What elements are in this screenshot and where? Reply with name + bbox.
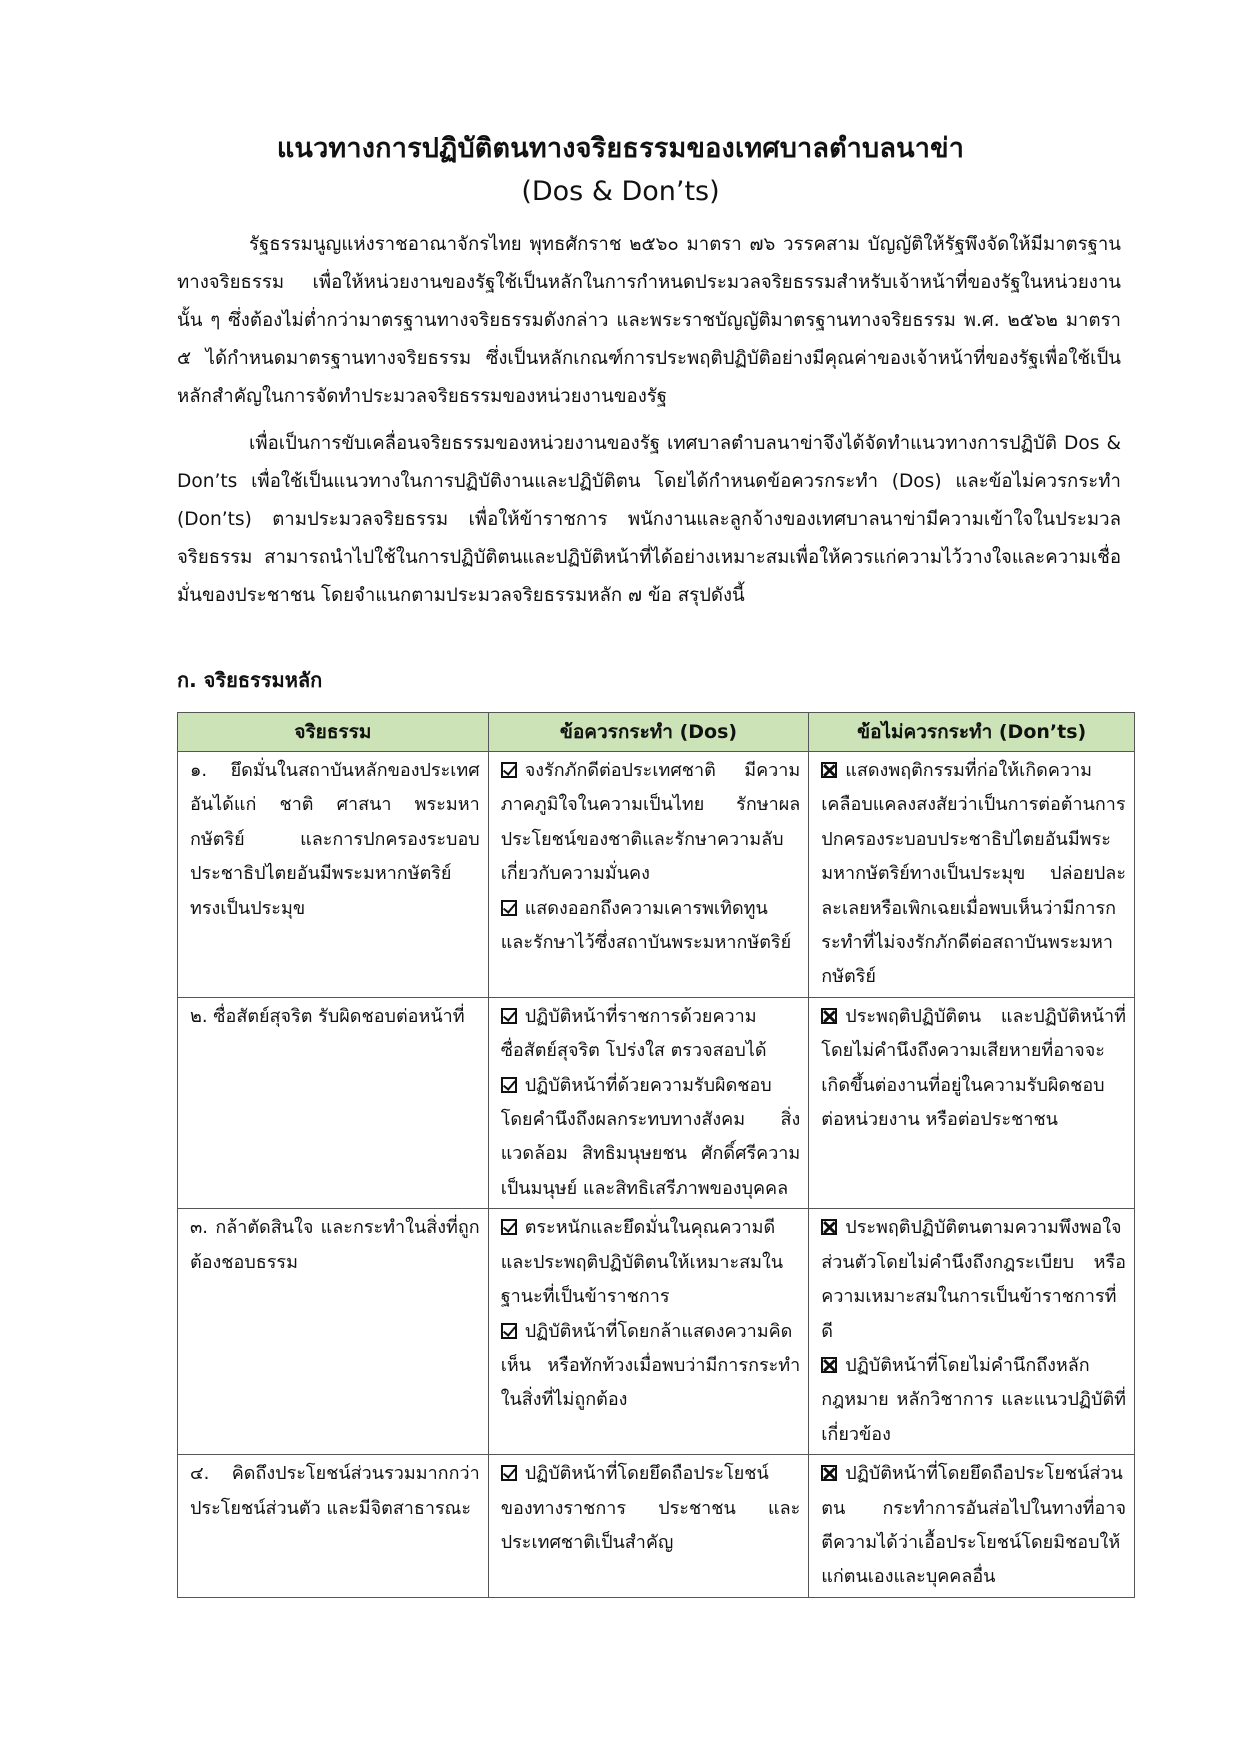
- document-title: แนวทางการปฏิบัติตนทางจริยธรรมของเทศบาลตำบลนาข่า: [276, 133, 965, 164]
- ethic-cell: ๔. คิดถึงประโยชน์ส่วนรวมมากกว่าประโยชน์ส่วนตัว และมีจิตสาธารณะ: [178, 1455, 489, 1598]
- dos-item: ปฏิบัติหน้าที่ราชการด้วยความซื่อสัตย์สุจริต โปร่งใส ตรวจสอบได้: [500, 1005, 767, 1062]
- dos-item: ปฏิบัติหน้าที่โดยยึดถือประโยชน์ของทางราชการ ประชาชน และประเทศชาติเป็นสำคัญ: [500, 1463, 801, 1553]
- check-box-icon: [501, 900, 517, 916]
- table-row: [178, 752, 1135, 998]
- x-box-icon: [821, 762, 837, 778]
- donts-item: ปฏิบัติหน้าที่โดยไม่คำนึกถึงหลักกฎหมาย หลักวิชาการ และแนวปฏิบัติที่เกี่ยวข้อง: [821, 1354, 1126, 1445]
- donts-item: ปฏิบัติหน้าที่โดยยึดถือประโยชน์ส่วนตน กระทำการอันส่อไปในทางที่อาจตีความได้ว่าเอื้อประโยชน์โดยมิชอบให้แก่ตนเองและบุคคลอื่น: [821, 1463, 1126, 1588]
- x-box-icon: [821, 1357, 837, 1373]
- donts-cell: [809, 1455, 1135, 1598]
- donts-item: ประพฤติปฏิบัติตน และปฏิบัติหน้าที่โดยไม่คำนึงถึงความเสียหายที่อาจจะเกิดขึ้นต่องานที่อยู่ในความรับผิดชอบต่อหน่วยงาน หรือต่อประชาชน: [821, 1005, 1126, 1131]
- ethic-cell: ๑. ยึดมั่นในสถาบันหลักของประเทศ อันได้แก่ ชาติ ศาสนา พระมหากษัตริย์ และการปกครองระบอบประชาธิปไตยอันมีพระมหากษัตริย์ทรงเป็นประมุข: [178, 752, 489, 998]
- ethic-cell: ๓. กล้าตัดสินใจ และกระทำในสิ่งที่ถูกต้องชอบธรรม: [178, 1209, 489, 1455]
- document-subtitle: (Dos & Don’ts): [521, 176, 720, 207]
- donts-cell: [809, 1209, 1135, 1455]
- section-heading: ก. จริยธรรมหลัก: [177, 668, 323, 692]
- check-box-icon: [501, 1219, 517, 1235]
- dos-cell: [488, 1209, 809, 1455]
- dos-cell: [488, 1455, 809, 1598]
- table-row: [178, 997, 1135, 1208]
- donts-item: แสดงพฤติกรรมที่ก่อให้เกิดความเคลือบแคลงสงสัยว่าเป็นการต่อต้านการปกครองระบอบประชาธิปไตยอันมีพระมหากษัตริย์ทางเป็นประมุข ปล่อยปละละเลยหรือเพิกเฉยเมื่อพบเห็นว่ามีการกระทำที่ไม่จงรักภักดีต่อสถาบันพระมหากษัตริย์: [821, 760, 1126, 988]
- donts-cell: [809, 752, 1135, 998]
- x-box-icon: [821, 1008, 837, 1024]
- header-dos: ข้อควรกระทำ (Dos): [488, 713, 809, 752]
- dos-item: จงรักภักดีต่อประเทศชาติ มีความภาคภูมิใจในความเป็นไทย รักษาผลประโยชน์ของชาติและรักษาความลับเกี่ยวกับความมั่นคง: [500, 760, 801, 885]
- donts-item: ประพฤติปฏิบัติตนตามความพึงพอใจส่วนตัวโดยไม่คำนึงถึงกฎระเบียบ หรือความเหมาะสมในการเป็นข้าราชการที่ดี: [821, 1217, 1126, 1342]
- table-row: [178, 1209, 1135, 1455]
- check-box-icon: [501, 1465, 517, 1481]
- ethic-cell: ๒. ซื่อสัตย์สุจริต รับผิดชอบต่อหน้าที่: [178, 997, 489, 1208]
- dos-item: แสดงออกถึงความเคารพเทิดทูน และรักษาไว้ซึ่งสถาบันพระมหากษัตริย์: [500, 897, 792, 954]
- ethics-table: [177, 712, 1135, 1598]
- check-box-icon: [501, 1323, 517, 1339]
- intro-paragraph-2: เพื่อเป็นการขับเคลื่อนจริยธรรมของหน่วยงานของรัฐ เทศบาลตำบลนาข่าจึงได้จัดทำแนวทางการปฏิบัติ Dos & Don’ts เพื่อใช้เป็นแนวทางในการปฏิบัติงานและปฏิบัติตน โดยได้กำหนดข้อควรกระทำ (Dos) และข้อไม่ควรกระทำ (Don’ts) ตามประมวลจริยธรรม เพื่อให้ข้าราชการ พนักงานและลูกจ้างของเทศบาลนาข่ามีความเข้าใจในประมวลจริยธรรม สามารถนำไปใช้ในการปฏิบัติตนและปฏิบัติหน้าที่ได้อย่างเหมาะสมเพื่อให้ควรแก่ความไว้วางใจและความเชื่อมั่นของประชาชน โดยจำแนกตามประมวลจริยธรรมหลัก ๗ ข้อ สรุปดังนี้: [177, 433, 1121, 606]
- x-box-icon: [821, 1465, 837, 1481]
- donts-cell: [809, 997, 1135, 1208]
- dos-item: ตระหนักและยึดมั่นในคุณความดี และประพฤติปฏิบัติตนให้เหมาะสมในฐานะที่เป็นข้าราชการ: [500, 1217, 784, 1308]
- table-row: [178, 1455, 1135, 1598]
- intro-paragraph-1: รัฐธรรมนูญแห่งราชอาณาจักรไทย พุทธศักราช ๒๕๖๐ มาตรา ๗๖ วรรคสาม บัญญัติให้รัฐพึงจัดให้มีมาตรฐานทางจริยธรรม เพื่อให้หน่วยงานของรัฐใช้เป็นหลักในการกำหนดประมวลจริยธรรมสำหรับเจ้าหน้าที่ของรัฐในหน่วยงานนั้น ๆ ซึ่งต้องไม่ต่ำกว่ามาตรฐานทางจริยธรรมดังกล่าว และพระราชบัญญัติมาตรฐานทางจริยธรรม พ.ศ. ๒๕๖๒ มาตรา ๕ ได้กำหนดมาตรฐานทางจริยธรรม ซึ่งเป็นหลักเกณฑ์การประพฤติปฏิบัติอย่างมีคุณค่าของเจ้าหน้าที่ของรัฐเพื่อใช้เป็นหลักสำคัญในการจัดทำประมวลจริยธรรมของหน่วยงานของรัฐ: [177, 234, 1121, 407]
- table-header-row: [178, 713, 1135, 752]
- x-box-icon: [821, 1219, 837, 1235]
- dos-item: ปฏิบัติหน้าที่โดยกล้าแสดงความคิดเห็น หรือทักท้วงเมื่อพบว่ามีการกระทำในสิ่งที่ไม่ถูกต้อง: [500, 1320, 801, 1411]
- dos-item: ปฏิบัติหน้าที่ด้วยความรับผิดชอบ โดยคำนึงถึงผลกระทบทางสังคม สิ่งแวดล้อม สิทธิมนุษยชน ศักดิ์ศรีความเป็นมนุษย์ และสิทธิเสรีภาพของบุคคล: [500, 1074, 801, 1199]
- header-ethic: จริยธรรม: [178, 713, 489, 752]
- check-box-icon: [501, 1077, 517, 1093]
- dos-cell: [488, 752, 809, 998]
- dos-cell: [488, 997, 809, 1208]
- check-box-icon: [501, 762, 517, 778]
- check-box-icon: [501, 1008, 517, 1024]
- header-donts: ข้อไม่ควรกระทำ (Don’ts): [809, 713, 1135, 752]
